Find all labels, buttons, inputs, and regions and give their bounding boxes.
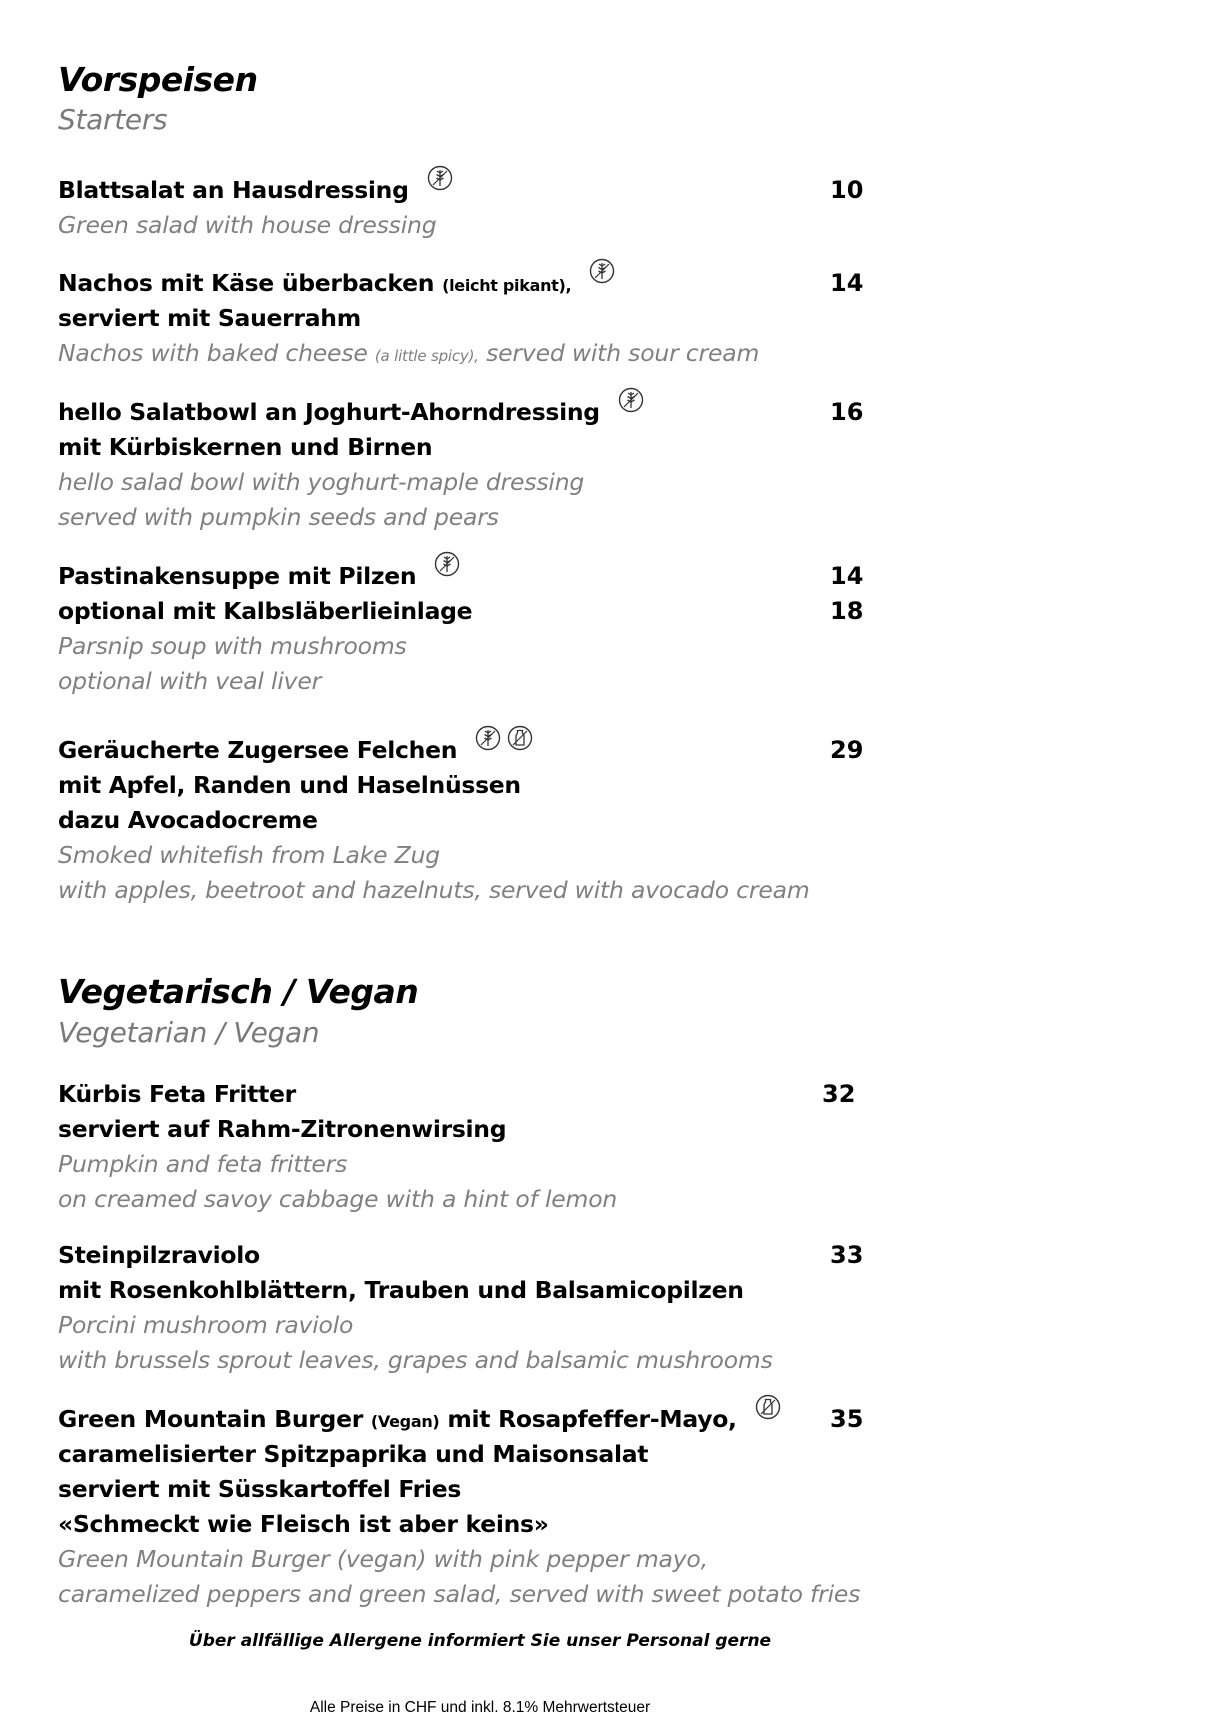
item-name-en-line2: with apples, beetroot and hazelnuts, served with avocado cream (58, 876, 810, 904)
menu-item-smoked-whitefish (58, 733, 878, 908)
lactose-free-icon (755, 1394, 781, 1420)
item-name-de: Nachos mit Käse überbacken (58, 269, 435, 297)
gluten-free-icon (589, 258, 615, 284)
item-price: 29 (830, 736, 864, 764)
item-name-de-line3: serviert mit Süsskartoffel Fries (58, 1475, 462, 1503)
section-title-vegetarian: Vegetarisch / Vegan (58, 972, 419, 1011)
item-name-en-line2: on creamed savoy cabbage with a hint of lemon (58, 1185, 618, 1213)
section-subtitle-starters: Starters (58, 103, 168, 136)
item-price: 16 (830, 398, 864, 426)
item-name-de-line2: mit Apfel, Randen und Haselnüssen (58, 771, 521, 799)
menu-item-salad-bowl (58, 395, 878, 535)
item-price: 33 (830, 1241, 864, 1269)
item-price-option: 18 (830, 597, 864, 625)
item-name-de: Steinpilzraviolo (58, 1241, 260, 1269)
item-name-en: hello salad bowl with yoghurt-maple dressing (58, 468, 585, 496)
item-name-de: Geräucherte Zugersee Felchen (58, 736, 458, 764)
item-name-de-line2: serviert mit Sauerrahm (58, 304, 361, 332)
item-price: 10 (830, 176, 864, 204)
item-name-de-line4: «Schmeckt wie Fleisch ist aber keins» (58, 1510, 549, 1538)
item-note-de: (Vegan) (370, 1412, 440, 1431)
item-name-en: Nachos with baked cheese (58, 339, 368, 367)
item-name-en: Parsnip soup with mushrooms (58, 632, 407, 660)
item-name-de: Kürbis Feta Fritter (58, 1080, 296, 1108)
item-name-de-rest: mit Rosapfeffer-Mayo, (447, 1405, 737, 1433)
item-name-de-line2: caramelisierter Spitzpaprika und Maisonsalat (58, 1440, 649, 1468)
menu-item-green-salad (58, 173, 878, 243)
item-name-en: Green Mountain Burger (vegan) with pink pepper mayo, (58, 1545, 708, 1573)
menu-item-vegan-burger (58, 1402, 878, 1612)
item-name-de: Blattsalat an Hausdressing (58, 176, 409, 204)
menu-item-raviolo (58, 1238, 878, 1378)
item-name-de-line3: dazu Avocadocreme (58, 806, 318, 834)
lactose-free-icon (507, 725, 533, 751)
section-subtitle-vegetarian: Vegetarian / Vegan (58, 1016, 320, 1049)
item-name-en: Green salad with house dressing (58, 211, 437, 239)
item-name-en-line2: optional with veal liver (58, 667, 322, 695)
allergen-note: Über allfällige Allergene informiert Sie unser Personal gerne (188, 1631, 772, 1651)
vat-note: Alle Preise in CHF und inkl. 8.1% Mehrwertsteuer (309, 1699, 651, 1716)
gluten-free-icon (618, 387, 644, 413)
item-name-en: Porcini mushroom raviolo (58, 1311, 354, 1339)
item-note-de: (leicht pikant), (442, 276, 572, 295)
item-name-en-rest: served with sour cream (486, 339, 760, 367)
menu-item-pumpkin-fritters (58, 1077, 878, 1217)
item-name-en-line2: with brussels sprout leaves, grapes and balsamic mushrooms (58, 1346, 773, 1374)
item-name-de-line2: optional mit Kalbsläberlieinlage (58, 597, 473, 625)
menu-item-nachos (58, 266, 878, 371)
item-price: 32 (822, 1080, 856, 1108)
menu-item-parsnip-soup (58, 559, 878, 699)
item-name-en: Pumpkin and feta fritters (58, 1150, 348, 1178)
item-name-de: hello Salatbowl an Joghurt-Ahorndressing (58, 398, 600, 426)
item-price: 14 (830, 562, 864, 590)
item-name-de-line2: mit Kürbiskernen und Birnen (58, 433, 433, 461)
gluten-free-icon (434, 551, 460, 577)
gluten-free-icon (475, 725, 501, 751)
item-name-en-line2: caramelized peppers and green salad, served with sweet potato fries (58, 1580, 861, 1608)
section-title-starters: Vorspeisen (58, 60, 258, 99)
item-name-de-line2: mit Rosenkohlblättern, Trauben und Balsamicopilzen (58, 1276, 744, 1304)
item-name-en-line2: served with pumpkin seeds and pears (58, 503, 499, 531)
item-name-de: Green Mountain Burger (58, 1405, 363, 1433)
item-price: 35 (830, 1405, 864, 1433)
item-price: 14 (830, 269, 864, 297)
item-name-de-line2: serviert auf Rahm-Zitronenwirsing (58, 1115, 507, 1143)
item-name-de: Pastinakensuppe mit Pilzen (58, 562, 417, 590)
item-note-en: (a little spicy), (374, 347, 479, 365)
gluten-free-icon (427, 165, 453, 191)
item-name-en: Smoked whitefish from Lake Zug (58, 841, 440, 869)
